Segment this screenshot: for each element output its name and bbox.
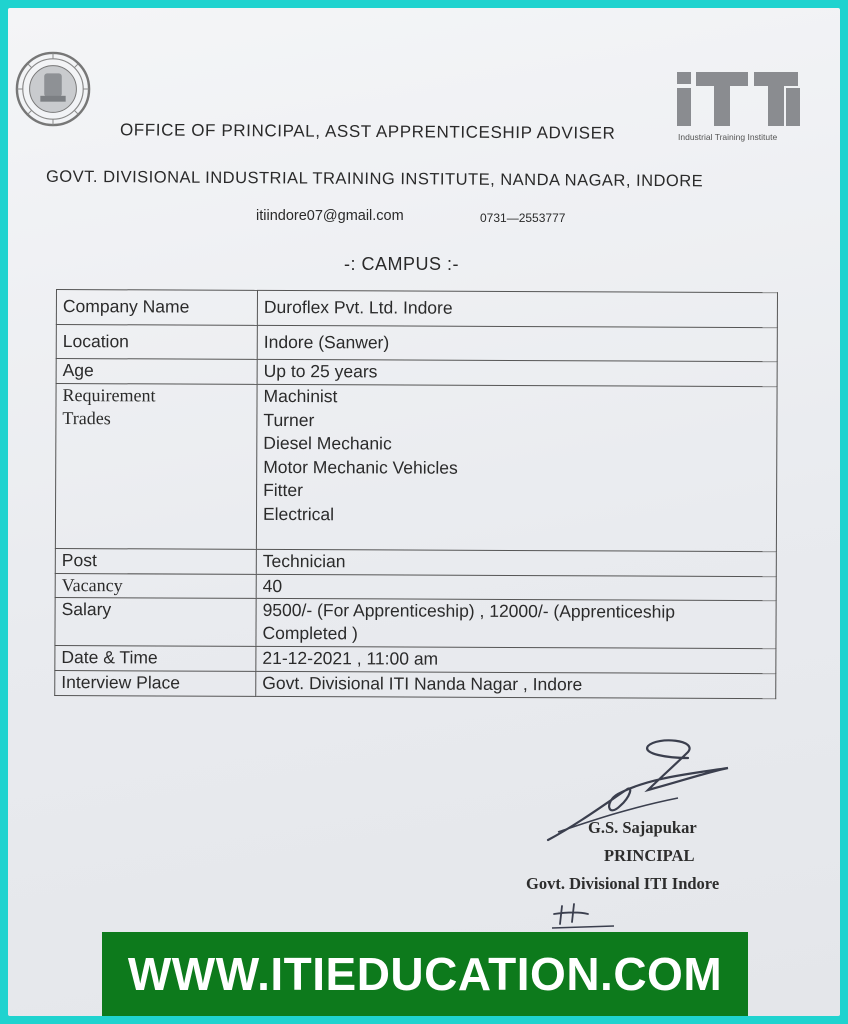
- value-vacancy: 40: [256, 574, 776, 600]
- list-item: Electrical: [262, 503, 335, 524]
- website-banner: [102, 932, 748, 1016]
- label-vacancy: Vacancy: [55, 573, 256, 598]
- value-interview-place: Govt. Divisional ITI Nanda Nagar , Indore: [256, 671, 776, 698]
- list-item: Motor Mechanic Vehicles: [263, 456, 458, 478]
- label-age: Age: [56, 359, 257, 385]
- value-post: Technician: [256, 549, 776, 576]
- logo-tagline: Industrial Training Institute: [678, 132, 778, 142]
- label-post: Post: [55, 548, 256, 574]
- table-row: [55, 645, 776, 673]
- table-row: [55, 597, 776, 648]
- notice-document: [8, 8, 840, 1016]
- table-row: [55, 670, 776, 698]
- signatory-office: Govt. Divisional ITI Indore: [526, 874, 720, 893]
- state-emblem-icon: [14, 50, 92, 128]
- table-row: [55, 573, 776, 600]
- list-item: Fitter: [263, 479, 304, 501]
- label-interview-place: Interview Place: [55, 670, 256, 696]
- list-item: Machinist: [263, 385, 338, 407]
- value-location: Indore (Sanwer): [257, 325, 777, 361]
- campus-details-table: [54, 289, 778, 699]
- signatory-designation: PRINCIPAL: [604, 846, 695, 865]
- label-date-time: Date & Time: [55, 645, 256, 671]
- value-company-name: Duroflex Pvt. Ltd. Indore: [257, 290, 777, 327]
- table-row: [56, 359, 777, 387]
- institute-heading: GOVT. DIVISIONAL INDUSTRIAL TRAINING INSTITUTE, NANDA NAGAR, INDORE: [45, 167, 704, 191]
- table-row: [55, 548, 776, 576]
- table-row: [55, 384, 777, 552]
- contact-phone: 0731—2553777: [480, 211, 566, 225]
- value-salary: 9500/- (For Apprenticeship) , 12000/- (Apprenticeship Completed ): [256, 598, 776, 648]
- initials-mark: [548, 898, 618, 934]
- signatory-name: G.S. Sajapukar: [588, 818, 697, 837]
- value-date-time: 21-12-2021 , 11:00 am: [256, 646, 776, 673]
- table-row: [56, 290, 777, 328]
- label-salary: Salary: [55, 597, 256, 646]
- label-requirement-trades: Requirement Trades: [55, 384, 257, 550]
- list-item: Turner: [263, 409, 315, 430]
- website-url[interactable]: WWW.ITIEDUCATION.COM: [127, 948, 723, 1000]
- value-trades: [256, 384, 777, 551]
- list-item: Diesel Mechanic: [263, 432, 392, 454]
- value-age: Up to 25 years: [257, 359, 777, 386]
- campus-title: -: CAMPUS :-: [344, 254, 460, 274]
- label-company-name: Company Name: [56, 290, 257, 326]
- office-heading: OFFICE OF PRINCIPAL, ASST APPRENTICESHIP ADVISER: [119, 120, 616, 143]
- table-row: [56, 325, 777, 362]
- contact-email: itiindore07@gmail.com: [256, 208, 404, 224]
- label-location: Location: [56, 325, 257, 360]
